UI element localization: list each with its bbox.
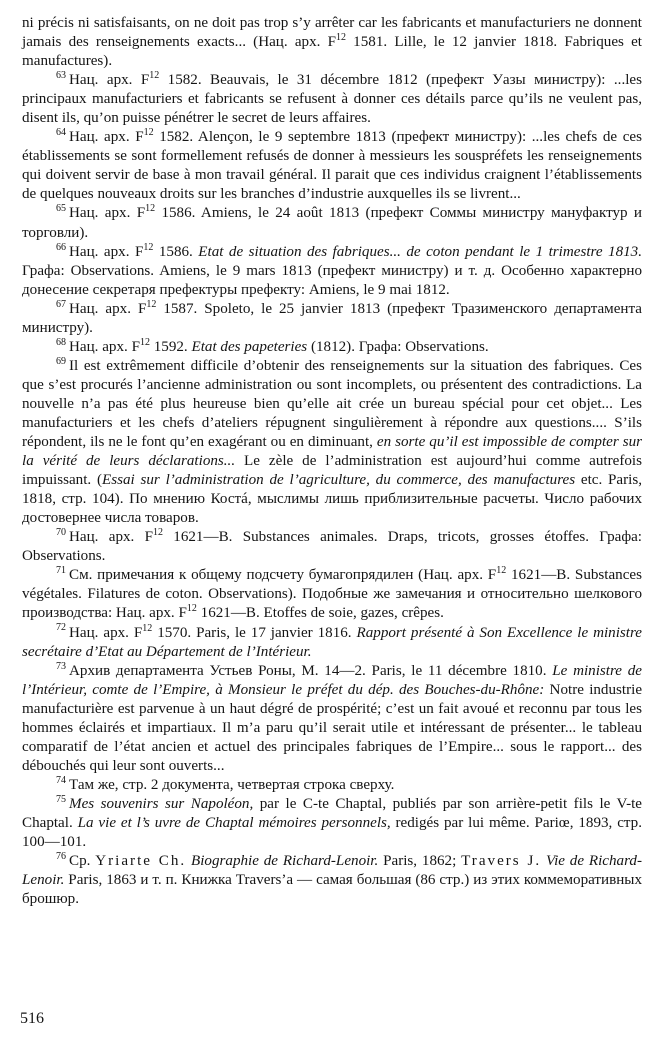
footnote-number: 75 [56, 793, 66, 805]
footnote-73 [22, 662, 642, 776]
footnote-63 [22, 71, 642, 128]
spaced-author-name: Travers J. [461, 853, 542, 870]
footnote-number: 65 [56, 203, 66, 215]
italic-text: Vie de Richard-Lenoir. [22, 853, 642, 889]
footnote-number: 69 [56, 355, 66, 367]
text-run: Графа: Observations. Amiens, le 9 mars 1813 (префект министру) и т. д. Особенно характерно донесение секретаря префектуры префекту: Amiens, le 9 mai 1812. [22, 262, 642, 298]
footnote-67 [22, 300, 642, 338]
text-run: Архив департамента Устьев Роны, M. 14—2. Paris, le 11 décembre 1810. [69, 662, 553, 679]
text-run: par le C-te Chaptal, publiés par son arrière-petit fils le V-te Chaptal. [22, 795, 642, 831]
text-run: Нац. арх. F [69, 205, 146, 222]
footnote-number: 70 [56, 527, 66, 539]
text-run: 1586. Amiens, le 24 août 1813 (префект Соммы министру мануфактур и торговли). [22, 205, 642, 241]
superscript-ref: 12 [145, 203, 156, 215]
text-run: Нац. арх. F [69, 129, 144, 146]
superscript-ref: 12 [143, 241, 154, 253]
italic-text: La vie et l’s uvre de Chaptal mémoires personnels, [77, 814, 391, 831]
footnotes-block [22, 14, 642, 909]
text-run: Нац. арх. F [69, 624, 143, 641]
footnote-75 [22, 795, 642, 852]
superscript-ref: 12 [149, 70, 160, 82]
superscript-ref: 12 [142, 622, 153, 634]
text-run: Нац. арх. F [69, 529, 153, 546]
footnote-71 [22, 566, 642, 623]
text-run: 1582. Alençon, le 9 septembre 1813 (префект министру): ...les chefs de ces établissements se sont formellement refusés de donner à messieurs les souspréfets les renseignements qui doivent servir de base à mon travail général. Il parait que ces individus craignent l’établissements de quelques nouveaux droits sur les branches d’industrie auxquelles ils se livrent... [22, 129, 642, 203]
footnote-number: 68 [56, 336, 66, 348]
spaced-author-name: Yriarte Ch. [95, 853, 187, 870]
footnote-number: 72 [56, 622, 66, 634]
footnote-66 [22, 243, 642, 300]
text-run: 1581. Lille, le 12 janvier 1818. Fabriques et manufactures). [22, 34, 642, 70]
footnote-number: 71 [56, 565, 66, 577]
text-run: 1586. [153, 243, 199, 260]
footnote-64 [22, 128, 642, 204]
superscript-ref: 12 [336, 32, 346, 44]
italic-text: Etat des papeteries [191, 338, 308, 355]
footnote-number: 76 [56, 851, 66, 863]
footnote-number: 67 [56, 298, 66, 310]
text-run: Paris, 1862; [378, 853, 462, 870]
text-run: etc. Paris, 1818, стр. 104). По мнению Костá, мыслимы лишь приблизительные расчеты. Число рабочих достовернее числа товаров. [22, 472, 642, 527]
text-run: (1812). Графа: Observations. [307, 338, 489, 355]
superscript-ref: 12 [146, 298, 157, 310]
text-run: Il est extrêmement difficile d’obtenir des renseignements sur la situation des fabriques. Ces que s’est procurés l’ancienne administration ou sont incomplets, ou présentent des contradictions. La nouvelle n’a pas été plus heureuse bien qu’elle ait crée un bureau spécial pour cet objet... Les manufacturiers et les chefs d’ateliers répugnent singulièrement à répondre aux questions.... S’ils répondent, ils ne le font qu’en exagérant ou en diminuant, [22, 357, 642, 451]
footnote-72 [22, 624, 642, 662]
text-run: Нац. арх. F [69, 300, 147, 317]
footnote-continuation [22, 14, 642, 71]
text-run: Notre industrie manufacturière est parvenue à un haut dégré de prospérité; c’est un fait avoué et reconnu par tous les hommes éclairés et impartiaux. Il m’a paru qu’il serait utile et intéressant de présenter... le tableau comparatif de l’état ancien et actuel des principales fabriques de l’Empire... sous le rapport... des débouchés qui leur sont ouverts... [22, 681, 643, 774]
italic-text: Mes souvenirs sur Napoléon, [69, 795, 254, 812]
footnote-65 [22, 204, 642, 242]
text-run: 1587. Spoleto, le 25 janvier 1813 (префект Тразименского департамента министру). [22, 300, 642, 336]
text-run: 1582. Beauvais, le 31 décembre 1812 (префект Уазы министру): ...les principaux manufacturiers et fabricants se refusent à donner ces détails parce qu’ils ne veulent pas, disent ils, qu’on puisse pénétrer le secret de leurs affaires. [22, 72, 642, 127]
superscript-ref: 12 [143, 127, 154, 139]
text-run: redigés par lui même. Pariœ, 1893, стр. 100—101. [22, 814, 642, 851]
superscript-ref: 12 [153, 527, 163, 539]
text-run: См. примечания к общему подсчету бумагопрядилен (Нац. арх. F [69, 567, 497, 584]
footnote-number: 63 [56, 70, 66, 82]
italic-text: Biographie de Richard-Lenoir. [191, 853, 379, 870]
text-run: Нац. арх. F [69, 72, 150, 89]
footnote-70 [22, 528, 642, 566]
text-run: ni précis ni satisfaisants, on ne doit pas trop s’y arrêter car les fabricants et manufacturiers ne donnent jamais des renseignements exacts... (Нац. арх. F [22, 15, 642, 51]
text-run: Нац. арх. F [69, 338, 140, 355]
text-run: 1570. Paris, le 17 janvier 1816. [152, 624, 357, 641]
italic-text: en sorte qu’il est impossible de compter sur la vérité de leurs déclarations... [22, 434, 642, 470]
footnote-number: 64 [56, 127, 66, 139]
text-run: 1621—B. Etoffes de soie, gazes, crêpes. [196, 605, 444, 622]
text-run: Ср. [69, 853, 96, 870]
text-run: Le zèle de l’administration est aujourd’hui comme autrefois impuissant. ( [22, 453, 642, 489]
footnote-76 [22, 852, 642, 909]
footnote-number: 73 [56, 660, 66, 672]
footnote-74 [22, 776, 642, 795]
text-run: 1621—B. Substances animales. Draps, tricots, grosses étoffes. Графа: Observations. [22, 529, 642, 565]
footnote-number: 74 [56, 774, 66, 786]
italic-text: Essai sur l’administration de l’agriculture, du commerce, des manufactures [102, 472, 576, 489]
italic-text: Le ministre de l’Intérieur, comte de l’Empire, à Monsieur le préfet du dép. des Bouches-du-Rhône: [22, 662, 642, 698]
text-run: 1621—B. Substances végétales. Filatures de coton. Observations). Подобные же замечания и относительно шелкового производства: Нац. арх. F [22, 567, 642, 622]
italic-text: Rapport présenté à Son Excellence le ministre secrétaire d’Etat au Département de l’Intérieur. [22, 624, 642, 660]
italic-text: Etat de situation des fabriques... de coton pendant le 1 trimestre 1813. [198, 243, 642, 260]
text-run: 1592. [149, 338, 192, 355]
text-run: Там же, стр. 2 документа, четвертая строка сверху. [69, 776, 395, 793]
superscript-ref: 12 [186, 603, 197, 615]
page-number: 516 [20, 1010, 44, 1027]
text-run: Нац. арх. F [69, 243, 144, 260]
footnote-68 [22, 338, 642, 357]
superscript-ref: 12 [496, 565, 507, 577]
text-run: Paris, 1863 и т. п. Книжка Travers’а — самая большая (86 стр.) из этих коммеморативных брошюр. [22, 872, 642, 908]
footnote-number: 66 [56, 241, 66, 253]
superscript-ref: 12 [139, 336, 150, 348]
footnote-69 [22, 357, 642, 528]
